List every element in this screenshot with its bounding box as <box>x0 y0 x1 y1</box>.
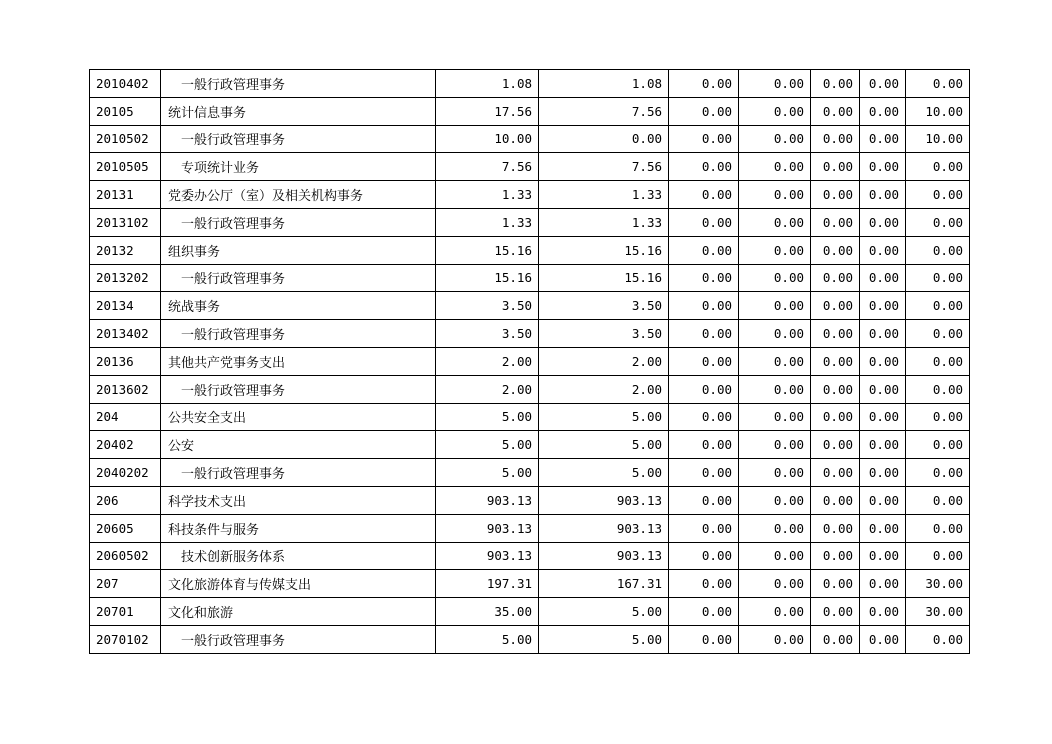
amount-cell: 0.00 <box>669 208 739 236</box>
amount-cell: 0.00 <box>739 97 811 125</box>
amount-cell: 0.00 <box>739 347 811 375</box>
amount-cell: 15.16 <box>539 264 669 292</box>
amount-cell: 5.00 <box>436 403 539 431</box>
subject-name-cell: 统战事务 <box>161 292 436 320</box>
amount-cell: 15.16 <box>436 236 539 264</box>
amount-cell: 2.00 <box>436 347 539 375</box>
amount-cell: 167.31 <box>539 570 669 598</box>
subject-code-cell: 207 <box>90 570 161 598</box>
amount-cell: 0.00 <box>906 347 970 375</box>
amount-cell: 5.00 <box>436 459 539 487</box>
amount-cell: 0.00 <box>669 486 739 514</box>
amount-cell: 0.00 <box>811 153 860 181</box>
subject-name-cell: 公共安全支出 <box>161 403 436 431</box>
amount-cell: 0.00 <box>669 125 739 153</box>
amount-cell: 0.00 <box>739 431 811 459</box>
amount-cell: 0.00 <box>739 208 811 236</box>
amount-cell: 0.00 <box>811 403 860 431</box>
amount-cell: 1.33 <box>539 208 669 236</box>
amount-cell: 5.00 <box>539 431 669 459</box>
amount-cell: 10.00 <box>906 125 970 153</box>
table-row <box>90 70 970 98</box>
subject-code-cell: 20134 <box>90 292 161 320</box>
subject-code-cell: 2040202 <box>90 459 161 487</box>
amount-cell: 0.00 <box>860 125 906 153</box>
amount-cell: 15.16 <box>436 264 539 292</box>
subject-code-cell: 20132 <box>90 236 161 264</box>
table-row <box>90 375 970 403</box>
table-row <box>90 97 970 125</box>
subject-code-cell: 2070102 <box>90 625 161 653</box>
amount-cell: 0.00 <box>669 542 739 570</box>
amount-cell: 0.00 <box>669 598 739 626</box>
subject-name-cell: 科技条件与服务 <box>161 514 436 542</box>
amount-cell: 1.08 <box>539 70 669 98</box>
table-row <box>90 542 970 570</box>
amount-cell: 0.00 <box>811 70 860 98</box>
amount-cell: 35.00 <box>436 598 539 626</box>
table-row <box>90 181 970 209</box>
amount-cell: 0.00 <box>906 514 970 542</box>
amount-cell: 5.00 <box>436 431 539 459</box>
subject-code-cell: 2010505 <box>90 153 161 181</box>
amount-cell: 0.00 <box>669 292 739 320</box>
amount-cell: 0.00 <box>739 459 811 487</box>
table-row <box>90 292 970 320</box>
subject-code-cell: 2013102 <box>90 208 161 236</box>
subject-name-cell: 文化旅游体育与传媒支出 <box>161 570 436 598</box>
amount-cell: 0.00 <box>860 208 906 236</box>
amount-cell: 0.00 <box>669 431 739 459</box>
table-row <box>90 264 970 292</box>
amount-cell: 3.50 <box>436 292 539 320</box>
amount-cell: 0.00 <box>669 236 739 264</box>
subject-name-cell: 党委办公厅（室）及相关机构事务 <box>161 181 436 209</box>
subject-name-cell: 一般行政管理事务 <box>161 70 436 98</box>
amount-cell: 0.00 <box>739 598 811 626</box>
amount-cell: 7.56 <box>539 153 669 181</box>
subject-code-cell: 20136 <box>90 347 161 375</box>
amount-cell: 0.00 <box>860 486 906 514</box>
table-body <box>90 70 970 654</box>
amount-cell: 0.00 <box>739 125 811 153</box>
amount-cell: 0.00 <box>906 236 970 264</box>
subject-name-cell: 一般行政管理事务 <box>161 125 436 153</box>
amount-cell: 7.56 <box>539 97 669 125</box>
amount-cell: 0.00 <box>811 542 860 570</box>
subject-code-cell: 20131 <box>90 181 161 209</box>
amount-cell: 0.00 <box>669 181 739 209</box>
amount-cell: 0.00 <box>860 431 906 459</box>
subject-name-cell: 一般行政管理事务 <box>161 625 436 653</box>
amount-cell: 0.00 <box>669 514 739 542</box>
amount-cell: 7.56 <box>436 153 539 181</box>
amount-cell: 0.00 <box>906 181 970 209</box>
table-row <box>90 431 970 459</box>
amount-cell: 0.00 <box>539 125 669 153</box>
subject-code-cell: 206 <box>90 486 161 514</box>
amount-cell: 1.33 <box>539 181 669 209</box>
amount-cell: 0.00 <box>669 320 739 348</box>
amount-cell: 0.00 <box>860 598 906 626</box>
amount-cell: 3.50 <box>539 320 669 348</box>
amount-cell: 0.00 <box>906 70 970 98</box>
amount-cell: 0.00 <box>739 264 811 292</box>
amount-cell: 0.00 <box>811 208 860 236</box>
amount-cell: 5.00 <box>539 403 669 431</box>
amount-cell: 0.00 <box>811 514 860 542</box>
subject-name-cell: 文化和旅游 <box>161 598 436 626</box>
amount-cell: 5.00 <box>539 459 669 487</box>
amount-cell: 0.00 <box>860 181 906 209</box>
amount-cell: 0.00 <box>811 375 860 403</box>
amount-cell: 0.00 <box>811 486 860 514</box>
subject-name-cell: 一般行政管理事务 <box>161 459 436 487</box>
amount-cell: 17.56 <box>436 97 539 125</box>
amount-cell: 0.00 <box>811 292 860 320</box>
amount-cell: 0.00 <box>669 625 739 653</box>
amount-cell: 1.08 <box>436 70 539 98</box>
amount-cell: 5.00 <box>539 625 669 653</box>
amount-cell: 0.00 <box>860 292 906 320</box>
subject-code-cell: 2013402 <box>90 320 161 348</box>
amount-cell: 903.13 <box>539 486 669 514</box>
amount-cell: 0.00 <box>669 570 739 598</box>
amount-cell: 2.00 <box>539 347 669 375</box>
amount-cell: 0.00 <box>739 570 811 598</box>
amount-cell: 0.00 <box>906 403 970 431</box>
amount-cell: 0.00 <box>739 486 811 514</box>
amount-cell: 0.00 <box>739 514 811 542</box>
amount-cell: 0.00 <box>811 264 860 292</box>
amount-cell: 0.00 <box>739 153 811 181</box>
table-row <box>90 125 970 153</box>
table-row <box>90 403 970 431</box>
amount-cell: 0.00 <box>669 375 739 403</box>
table-row <box>90 153 970 181</box>
amount-cell: 0.00 <box>860 264 906 292</box>
subject-code-cell: 2013602 <box>90 375 161 403</box>
expenditure-table <box>89 69 970 654</box>
table-row <box>90 236 970 264</box>
amount-cell: 0.00 <box>739 625 811 653</box>
amount-cell: 0.00 <box>739 70 811 98</box>
amount-cell: 1.33 <box>436 208 539 236</box>
subject-code-cell: 20701 <box>90 598 161 626</box>
amount-cell: 0.00 <box>906 486 970 514</box>
table-row <box>90 514 970 542</box>
amount-cell: 0.00 <box>669 97 739 125</box>
amount-cell: 0.00 <box>860 570 906 598</box>
subject-code-cell: 2060502 <box>90 542 161 570</box>
amount-cell: 0.00 <box>906 625 970 653</box>
amount-cell: 0.00 <box>860 97 906 125</box>
amount-cell: 0.00 <box>811 236 860 264</box>
amount-cell: 0.00 <box>669 459 739 487</box>
amount-cell: 0.00 <box>906 375 970 403</box>
table-row <box>90 570 970 598</box>
amount-cell: 903.13 <box>436 542 539 570</box>
subject-code-cell: 2010402 <box>90 70 161 98</box>
subject-name-cell: 统计信息事务 <box>161 97 436 125</box>
subject-code-cell: 2013202 <box>90 264 161 292</box>
amount-cell: 0.00 <box>906 542 970 570</box>
amount-cell: 30.00 <box>906 570 970 598</box>
table-row <box>90 347 970 375</box>
amount-cell: 3.50 <box>436 320 539 348</box>
amount-cell: 0.00 <box>906 459 970 487</box>
amount-cell: 0.00 <box>669 70 739 98</box>
amount-cell: 0.00 <box>739 236 811 264</box>
amount-cell: 0.00 <box>669 153 739 181</box>
amount-cell: 0.00 <box>906 208 970 236</box>
amount-cell: 10.00 <box>906 97 970 125</box>
amount-cell: 1.33 <box>436 181 539 209</box>
amount-cell: 0.00 <box>860 320 906 348</box>
amount-cell: 2.00 <box>539 375 669 403</box>
table-row <box>90 459 970 487</box>
amount-cell: 0.00 <box>811 625 860 653</box>
amount-cell: 5.00 <box>539 598 669 626</box>
amount-cell: 0.00 <box>811 125 860 153</box>
amount-cell: 15.16 <box>539 236 669 264</box>
amount-cell: 903.13 <box>436 514 539 542</box>
subject-name-cell: 专项统计业务 <box>161 153 436 181</box>
subject-code-cell: 204 <box>90 403 161 431</box>
amount-cell: 3.50 <box>539 292 669 320</box>
amount-cell: 0.00 <box>739 181 811 209</box>
amount-cell: 903.13 <box>539 542 669 570</box>
amount-cell: 0.00 <box>811 431 860 459</box>
amount-cell: 0.00 <box>739 403 811 431</box>
amount-cell: 0.00 <box>739 542 811 570</box>
subject-name-cell: 技术创新服务体系 <box>161 542 436 570</box>
amount-cell: 197.31 <box>436 570 539 598</box>
amount-cell: 0.00 <box>811 320 860 348</box>
table-row <box>90 486 970 514</box>
table-row <box>90 598 970 626</box>
subject-name-cell: 其他共产党事务支出 <box>161 347 436 375</box>
amount-cell: 0.00 <box>860 375 906 403</box>
amount-cell: 0.00 <box>739 375 811 403</box>
amount-cell: 0.00 <box>811 598 860 626</box>
table-row <box>90 320 970 348</box>
amount-cell: 0.00 <box>860 70 906 98</box>
subject-name-cell: 组织事务 <box>161 236 436 264</box>
amount-cell: 903.13 <box>539 514 669 542</box>
amount-cell: 10.00 <box>436 125 539 153</box>
subject-name-cell: 一般行政管理事务 <box>161 375 436 403</box>
amount-cell: 0.00 <box>860 514 906 542</box>
amount-cell: 0.00 <box>906 292 970 320</box>
amount-cell: 0.00 <box>860 542 906 570</box>
amount-cell: 0.00 <box>811 570 860 598</box>
amount-cell: 0.00 <box>906 153 970 181</box>
amount-cell: 0.00 <box>860 236 906 264</box>
amount-cell: 0.00 <box>860 459 906 487</box>
amount-cell: 0.00 <box>811 97 860 125</box>
amount-cell: 0.00 <box>860 347 906 375</box>
amount-cell: 0.00 <box>739 320 811 348</box>
amount-cell: 0.00 <box>669 264 739 292</box>
subject-code-cell: 2010502 <box>90 125 161 153</box>
amount-cell: 0.00 <box>906 320 970 348</box>
subject-name-cell: 一般行政管理事务 <box>161 320 436 348</box>
subject-name-cell: 一般行政管理事务 <box>161 208 436 236</box>
amount-cell: 0.00 <box>811 459 860 487</box>
amount-cell: 0.00 <box>906 264 970 292</box>
amount-cell: 0.00 <box>906 431 970 459</box>
amount-cell: 903.13 <box>436 486 539 514</box>
subject-code-cell: 20402 <box>90 431 161 459</box>
amount-cell: 0.00 <box>860 625 906 653</box>
amount-cell: 0.00 <box>669 347 739 375</box>
amount-cell: 0.00 <box>811 347 860 375</box>
subject-code-cell: 20105 <box>90 97 161 125</box>
amount-cell: 30.00 <box>906 598 970 626</box>
amount-cell: 0.00 <box>860 153 906 181</box>
amount-cell: 5.00 <box>436 625 539 653</box>
subject-name-cell: 科学技术支出 <box>161 486 436 514</box>
amount-cell: 0.00 <box>811 181 860 209</box>
amount-cell: 2.00 <box>436 375 539 403</box>
table-row <box>90 625 970 653</box>
amount-cell: 0.00 <box>669 403 739 431</box>
amount-cell: 0.00 <box>860 403 906 431</box>
subject-name-cell: 一般行政管理事务 <box>161 264 436 292</box>
subject-code-cell: 20605 <box>90 514 161 542</box>
table-row <box>90 208 970 236</box>
amount-cell: 0.00 <box>739 292 811 320</box>
subject-name-cell: 公安 <box>161 431 436 459</box>
